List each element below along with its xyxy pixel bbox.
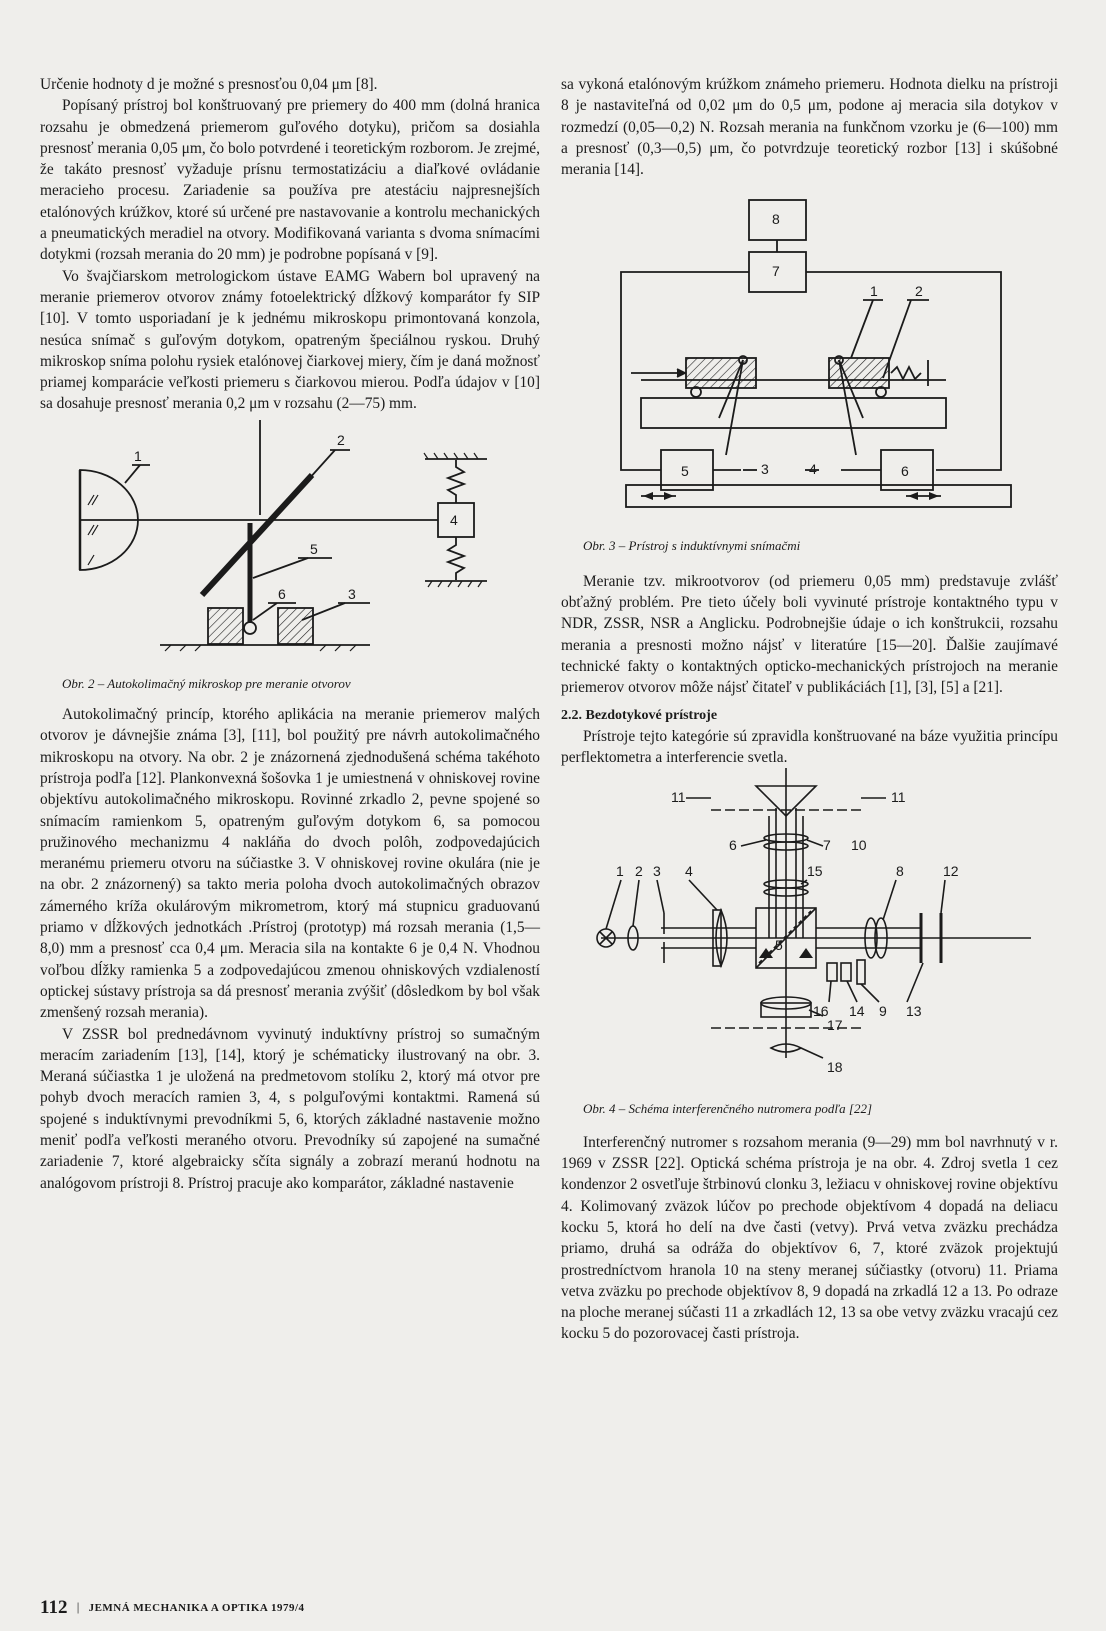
- figure-2-caption: Obr. 2 – Autokolimačný mikroskop pre meranie otvorov: [62, 675, 351, 691]
- journal-title: JEMNÁ MECHANIKA A OPTIKA 1979/4: [88, 1602, 305, 1614]
- fig4-label-7: 7: [823, 837, 831, 854]
- fig4-label-13: 13: [906, 1003, 922, 1020]
- paragraph: Prístroje tejto kategórie sú zpravidla konštruované na báze využitia princípu perflektometra a interferencie svetla.: [561, 727, 1058, 767]
- paragraph: Interferenčný nutromer s rozsahom merania (9—29) mm bol navrhnutý v r. 1969 v ZSSR [22]. Optická schéma prístroja je na obr. 4. Zdroj svetla 1 cez kondenzor 2 osvetľuje štrbinovú clonku 3, ležiacu v ohniskovej rovine objektívu 4. Kolimovaný zväzok lúčov po prechode objektívom 4 dopadá na deliacu kocku 5, ktorá ho delí na dve časti (vetvy). Prvá vetva zväzku prechádza priamo, druhá sa odráža do objektívov 6, 7, ktoré zväzok projektujú prostredníctvom hranola 10 na steny meranej súčiastky (otvoru) 11. Priama vetva zväzku po prechode objektívov 8, 9 dopadá na zrkadlá 12 a 13. Po odraze na ploche meranej súčasti 11 a zrkadlách 12, 13 sa obe vetvy zväzku vracajú cez kocku 5 do pozorovacej časti prístroja.: [561, 1133, 1058, 1343]
- fig2-label-2: 2: [337, 431, 345, 448]
- figure-3-diagram: [561, 180, 1058, 535]
- page-number: 112: [40, 1597, 68, 1618]
- figure-4-diagram: [561, 768, 1058, 1098]
- fig4-label-17: 17: [827, 1017, 843, 1034]
- fig3-label-3: 3: [761, 461, 769, 478]
- fig3-label-7: 7: [772, 263, 780, 280]
- fig4-label-16: 16: [813, 1003, 829, 1020]
- fig2-label-3: 3: [348, 585, 356, 602]
- fig4-label-15: 15: [807, 863, 823, 880]
- fig4-label-14: 14: [849, 1003, 865, 1020]
- fig3-label-2: 2: [915, 283, 923, 300]
- fig3-label-8: 8: [772, 211, 780, 228]
- footer-separator: |: [76, 1599, 80, 1614]
- figure-3-caption: Obr. 3 – Prístroj s induktívnymi snímačmi: [583, 538, 801, 554]
- fig4-label-10: 10: [851, 837, 867, 854]
- fig3-label-1: 1: [870, 283, 878, 300]
- fig2-label-4: 4: [450, 511, 458, 528]
- left-column: [40, 74, 540, 1194]
- paragraph: V ZSSR bol prednedávnom vyvinutý induktívny prístroj so sumačným meracím zariadením [13], [14], ktorý je schématicky ilustrovaný na obr. 3. Meraná súčiastka 1 je uložená na predmetovom stolíku 2, ktorý má otvor pre pohyb dvoch meracích ramien 3, 4, s polguľovými kontaktmi. Ramená sú spojené s induktívnymi prevodníkmi 5, 6, ktorých základné nastavenie možno meniť podľa veľkosti meraného otvoru. Prevodníky sú zapojené na sumačné zariadenie 7, ktoré algebraicky sčíta signály a zobrazí meranú hodnotu na analógovom prístroji 8. Prístroj pracuje ako komparátor, základné nastavenie: [40, 1025, 540, 1192]
- fig3-label-4: 4: [809, 461, 817, 478]
- fig4-label-9: 9: [879, 1003, 887, 1020]
- paragraph: Popísaný prístroj bol konštruovaný pre priemery do 400 mm (dolná hranica rozsahu je obmedzená priemerom guľového dotyku), pričom sa dosiahla presnosť merania 0,05 μm, čo bolo potvrdené i teoretickým rozborom. Je zrejmé, že takáto presnosť vyžaduje prísnu termostatizáciu a diaľkové ovládanie meracieho procesu. Zariadenie sa používa pre atestáciu najpresnejších etalónových krúžkov, ktoré sú určené pre nastavovanie a kontrolu mechanických a pneumatických meradiel na otvory. Modifikovaná varianta s dvoma snímacími dotykmi (rozsah merania do 20 mm) je podrobne popísaná v [9].: [40, 97, 540, 264]
- page-footer: [40, 1597, 305, 1619]
- fig3-label-5: 5: [681, 463, 689, 480]
- figure-4-caption: Obr. 4 – Schéma interferenčného nutromera podľa [22]: [583, 1101, 873, 1117]
- paragraph: Meranie tzv. mikrootvorov (od priemeru 0,05 mm) predstavuje zvlášť obťažný problém. Pre tieto účely boli vyvinuté prístroje kontaktného typu v NDR, ZSSR, NSR a Anglicku. Podrobnejšie údaje o ich konštrukcii, rozsahu merania a presnosti možno nájsť v literatúre [15—20]. Ďalšie zaujímavé technické fakty o kontaktných opticko-mechanických prístrojoch na meranie priemerov otvorov môže nájsť čitateľ v publikáciách [1], [3], [5] a [21].: [561, 572, 1058, 697]
- section-heading: 2.2. Bezdotykové prístroje: [561, 707, 718, 723]
- figure-4-interference-nutrometer: [561, 768, 1058, 1119]
- fig4-label-4: 4: [685, 863, 693, 880]
- paragraph: Autokolimačný princíp, ktorého aplikácia na meranie priemerov malých otvorov je dávnejšie známa [3], [11], bol použitý pre návrh autokolimačného mikroskopu na otvory. Na obr. 2 je znázornená zjednodušená schéma takéhoto prístroja podľa [12]. Plankonvexná šošovka 1 je umiestnená v ohniskovej rovine objektívu autokolimačného mikroskopu. Rovinné zrkadlo 2, pevne spojené so snímacím ramienkom 5, opatreným guľovým dotykom 6, sa pomocou pružinového mechanizmu 4 nakláňa do dvoch polôh, zodpovedajúcich meranému priemeru otvoru na súčiastke 3. V ohniskovej rovine okulára (nie je na obr. 2 znázornený) sa takto meria poloha dvoch autokolimačných obrazov zámerného kríža okulárovým mikrometrom, ktorý má stupnicu graduovanú priamo v dĺžkových jednotkách .Prístroj (prototyp) má rozsah merania (1,5—8,0) mm a presnosť cca 0,4 μm. Meracia sila na kontakte 6 je 0,4 N. Vhodnou voľbou dĺžky ramienka 5 a zodpovedajúcou zmenou ohniskových vzdialeností optickej sústavy prístroja sa dá presnosť merania zvýšiť (dôsledkom by bol však zmenšený rozsah merania).: [40, 706, 540, 1022]
- fig3-label-6: 6: [901, 463, 909, 480]
- fig2-label-5: 5: [310, 540, 318, 557]
- fig4-label-5: 5: [775, 937, 783, 954]
- fig4-label-18: 18: [827, 1059, 843, 1076]
- fig4-label-12: 12: [943, 863, 959, 880]
- figure-2-diagram: [40, 415, 540, 673]
- fig2-label-6: 6: [278, 585, 286, 602]
- fig4-label-8: 8: [896, 863, 904, 880]
- paragraph: sa vykoná etalónovým krúžkom známeho priemeru. Hodnota dielku na prístroji 8 je nastaviteľná od 0,02 μm do 0,5 μm, podone aj meracia sila dotykov v rozmedzí (0,05—0,2) N. Rozsah merania na funkčnom vzorku je (6—100) mm a presnosť (0,3—0,5) μm, čo potvrdzuje teoretický rozbor [13] i skúšobné merania [14].: [561, 76, 1058, 179]
- paragraph: Vo švajčiarskom metrologickom ústave EAMG Wabern bol upravený na meranie priemerov otvorov známy fotoelektrický dĺžkový komparátor fy SIP [10]. V tomto usporiadaní je k jednému mikroskopu primontovaná konzola, nesúca snímač s guľovým dotykom, opatreným špeciálnou ryskou. Druhý mikroskop sníma polohu rysiek etalónovej čiarkovej miery, čím je daná možnosť priamej komparácie veľkosti priemeru s čiarkovou mierou. Podľa údajov v [10] sa dosahuje presnosť merania 0,2 μm v rozsahu (2—75) mm.: [40, 267, 540, 413]
- fig4-label-1: 1: [616, 863, 624, 880]
- right-column: [561, 74, 1058, 1345]
- fig4-label-6: 6: [729, 837, 737, 854]
- figure-3-inductive-instrument: [561, 180, 1058, 556]
- fig4-label-11-left: 11: [671, 789, 686, 806]
- fig2-label-1: 1: [134, 447, 142, 464]
- paragraph: Určenie hodnoty d je možné s presnosťou 0,04 μm [8].: [40, 76, 378, 93]
- fig4-label-2: 2: [635, 863, 643, 880]
- fig4-label-11-right: 11: [891, 789, 906, 806]
- figure-2-autocollimation-microscope: [40, 415, 540, 694]
- fig4-label-3: 3: [653, 863, 661, 880]
